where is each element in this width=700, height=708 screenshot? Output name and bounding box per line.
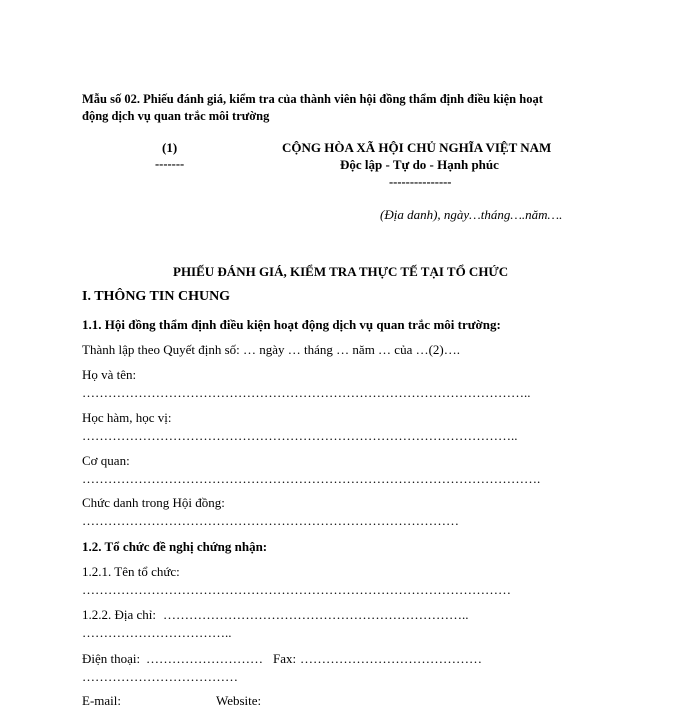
org-rule: ------- (155, 157, 185, 171)
section-1-1-heading: 1.1. Hội đồng thẩm định điều kiện hoạt động dịch vụ quan trắc môi trường: (82, 317, 501, 332)
country-name: CỘNG HÒA XÃ HỘI CHỦ NGHĨA VIỆT NAM (282, 140, 552, 155)
agency-dots: ……………………………………………………………………………………………. (82, 471, 541, 486)
motto-rule: --------------- (389, 175, 452, 189)
decision-line: Thành lập theo Quyết định số: … ngày … tháng … năm … của …(2)…. (82, 342, 461, 357)
section-1-2-heading: 1.2. Tổ chức đề nghị chứng nhận: (82, 539, 268, 554)
form-caption-line-2: động dịch vụ quan trắc môi trường (82, 109, 270, 123)
section-1-heading: I. THÔNG TIN CHUNG (82, 289, 231, 304)
name-label: Họ và tên: (82, 367, 137, 382)
website-label: Website: (216, 693, 262, 708)
email-label: E-mail: (82, 693, 121, 708)
address-label: 1.2.2. Địa chỉ: (82, 607, 157, 622)
page-title: PHIẾU ĐÁNH GIÁ, KIỂM TRA THỰC TẾ TẠI TỔ CHỨC (173, 264, 509, 279)
org-name-label: 1.2.1. Tên tổ chức: (82, 564, 180, 579)
place-date: (Địa danh), ngày…tháng….năm…. (380, 207, 563, 222)
form-caption-line-1: Mẫu số 02. Phiếu đánh giá, kiểm tra của thành viên hội đồng thẩm định điều kiện hoạt (82, 92, 543, 106)
org-name-dots: ……………………………………………………………………………………… (82, 582, 511, 597)
motto: Độc lập - Tự do - Hạnh phúc (340, 157, 499, 172)
degree-dots: ……………………………………………………………………………………….. (82, 428, 518, 443)
phone-dots: ……………………… (146, 651, 263, 666)
fax-dots-2: ……………………………… (82, 669, 238, 684)
org-code: (1) (162, 140, 178, 155)
degree-label: Học hàm, học vị: (82, 410, 172, 425)
fax-label: Fax: (273, 651, 297, 666)
name-dots: ………………………………………………………………………………………….. (82, 385, 531, 400)
agency-label: Cơ quan: (82, 453, 130, 468)
phone-label: Điện thoại: (82, 651, 141, 666)
fax-dots: …………………………………… (300, 651, 482, 666)
address-dots-2: …………………………….. (82, 625, 232, 640)
address-dots: …………………………………………………………….. (163, 607, 469, 622)
role-label: Chức danh trong Hội đồng: (82, 495, 225, 510)
role-dots: …………………………………………………………………………… (82, 513, 459, 528)
